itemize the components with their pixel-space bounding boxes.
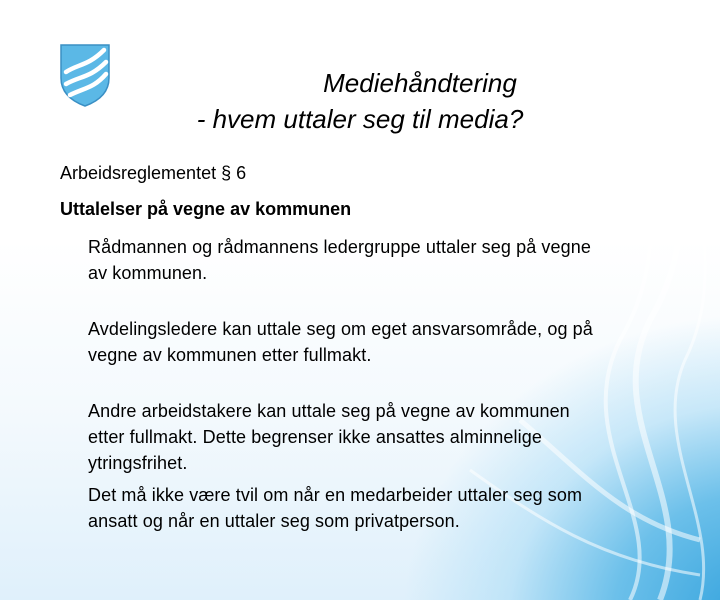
bullet-point-3	[88, 398, 668, 476]
title-line-2: - hvem uttaler seg til media?	[196, 104, 524, 134]
section-heading-reglement: Arbeidsreglementet § 6	[60, 163, 247, 183]
bullet-2-line-2: vegne av kommunen etter fullmakt.	[88, 345, 372, 365]
bullet-4-line-2: ansatt og når en uttaler seg som privatperson.	[88, 511, 460, 531]
title-line-1: Mediehåndtering	[323, 68, 517, 98]
bullet-3-line-1: Andre arbeidstakere kan uttale seg på vegne av kommunen	[88, 401, 570, 421]
bullet-point-2	[88, 316, 668, 368]
bullet-1-line-1: Rådmannen og rådmannens ledergruppe uttaler seg på vegne	[88, 237, 591, 257]
bullet-point-4	[88, 482, 668, 534]
bullet-4-line-1: Det må ikke være tvil om når en medarbeider uttaler seg som	[88, 485, 583, 505]
bullet-3-line-3: ytringsfrihet.	[88, 453, 188, 473]
bullet-2-line-1: Avdelingsledere kan uttale seg om eget ansvarsområde, og på	[88, 319, 593, 339]
bullet-1-line-2: av kommunen.	[88, 263, 208, 283]
bullet-point-1	[88, 234, 668, 286]
coat-of-arms-icon	[58, 42, 112, 108]
section-heading-uttalelser: Uttalelser på vegne av kommunen	[60, 199, 352, 219]
bullet-3-line-2: etter fullmakt. Dette begrenser ikke ansattes alminnelige	[88, 427, 542, 447]
